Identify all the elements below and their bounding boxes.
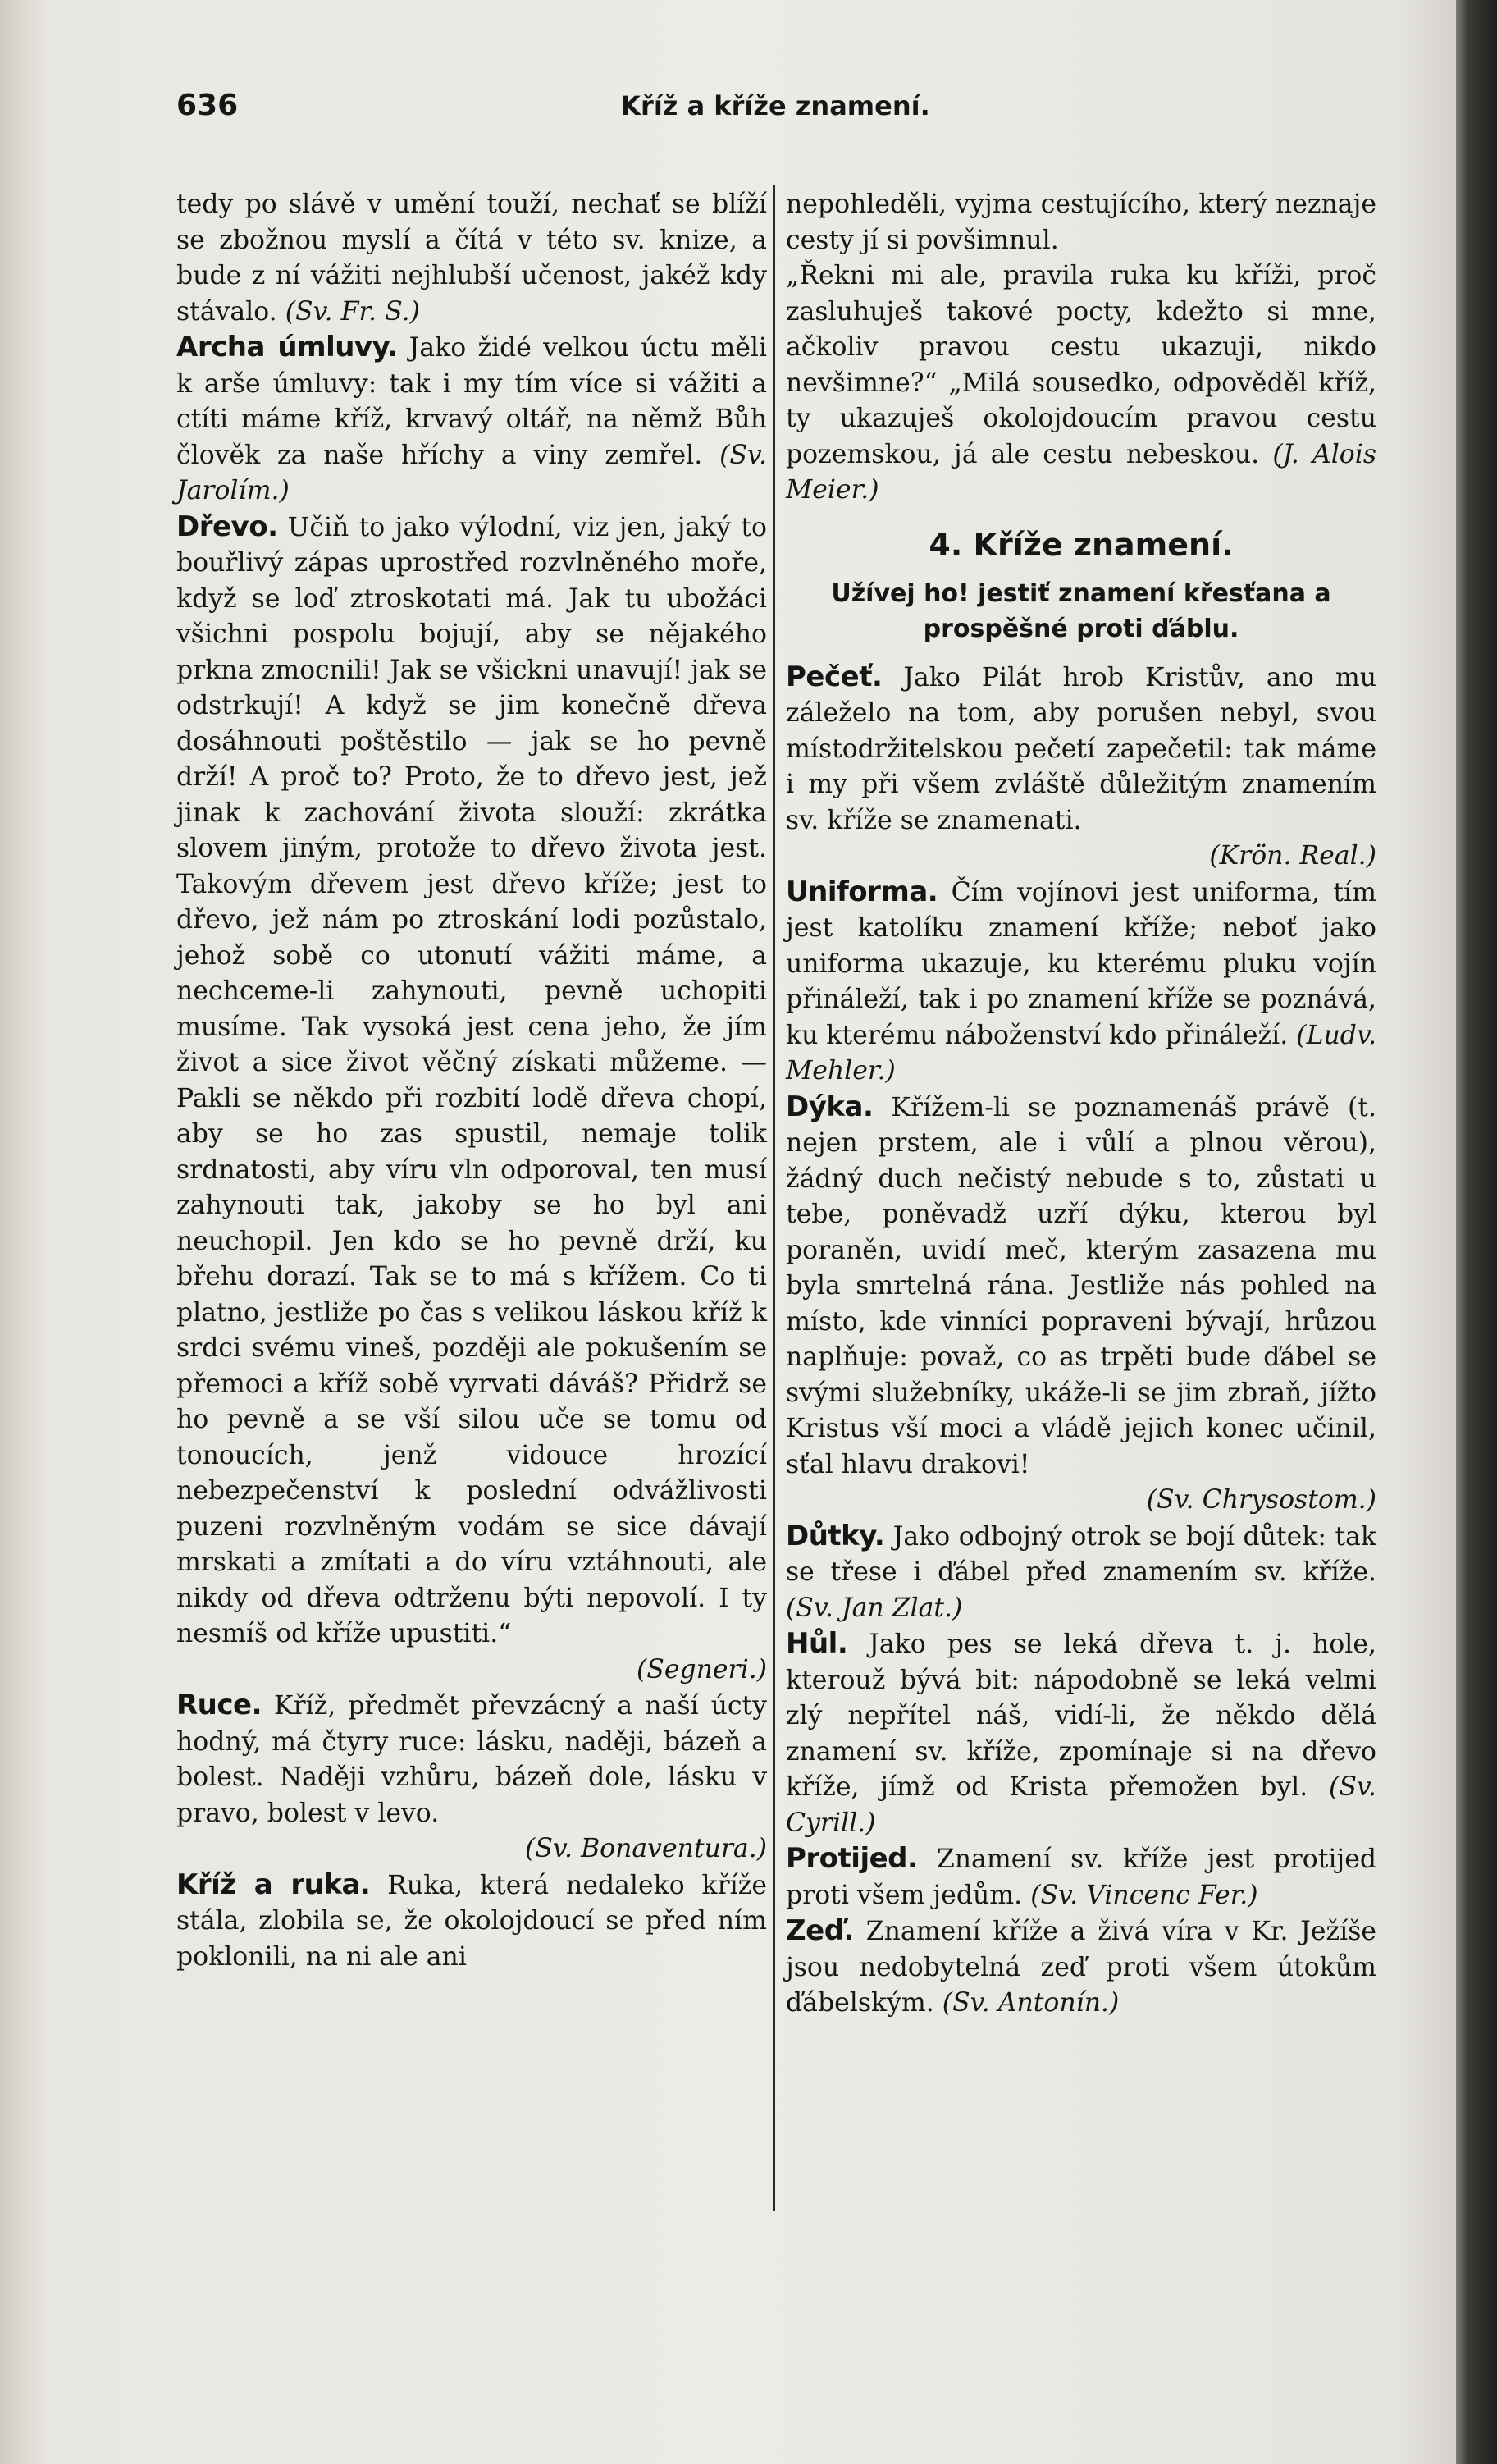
intro-paragraph — [176, 187, 767, 330]
entry-keyword: Kříž a ruka. — [176, 1867, 371, 1901]
entry-keyword: Důtky. — [786, 1519, 885, 1552]
entry-text: Čím vojínovi jest uniforma, tím jest katolíku znamení kříže; neboť jako uniforma ukazuje, ku kterému pluku vojín přináleží, tak i po znamení kříže se poznává, ku kterému náboženství kdo přináleží. — [786, 877, 1376, 1050]
entry-text: Učiň to jako výlodní, viz jen, jaký to bouřlivý zápas uprostřed rozvlněného moře, když se loď ztroskotati má. Jak tu ubožáci všichni pospolu bojují, aby se nějakého prkna zmocnili! Jak se všickni unavují! jak se odstrkují! A když se jim konečně dřeva dosáhnouti poštěstilo — jak se ho pevně drží! A proč to? Proto, že to dřevo jest, jež jinak k zachování života slouží: zkrátka slovem jiným, protože to dřevo života jest. Takovým dřevem jest dřevo kříže; jest to dřevo, jež nám po ztroskání lodi pozůstalo, jehož sobě co utonutí vážiti máme, a nechceme-li zahynouti, pevně uchopiti musíme. Tak vysoká jest cena jeho, že jím život a sice život věčný získati můžeme. — Pakli se někdo při rozbití lodě dřeva chopí, aby se ho zas spustil, nemaje tolik srdnatosti, aby víru vln odporoval, ten musí zahynouti tak, jakoby se ho byl ani neuchopil. Jen kdo se ho pevně drží, ku břehu dorazí. Tak se to má s křížem. Co ti platno, jestliže po čas s velikou láskou kříž k srdci svému vineš, později ale pokušením se přemoci a kříž sobě vyrvati dáváš? Přidrž se ho pevně a se vší silou uče se tomu od tonoucích, jenž vidouce hrozící nebezpečenství k poslední odvážlivosti puzeni rozvlněným vodám se sice dávají mrskati a zmítati a do víru vztáhnouti, ale nikdy od dřeva odtrženu býti nepovolí. I ty nesmíš od kříže upustiti.“ — [176, 512, 767, 1648]
entry-hul — [786, 1626, 1376, 1841]
entry-pecet — [786, 660, 1376, 875]
entry-uniforma — [786, 875, 1376, 1090]
entry-drevo — [176, 510, 767, 1689]
page-header — [176, 89, 1374, 138]
column-divider — [773, 185, 775, 2211]
entry-dyka — [786, 1090, 1376, 1519]
entry-dutky — [786, 1519, 1376, 1627]
entry-source: (Sv. Jan Zlat.) — [786, 1593, 963, 1623]
entry-source: (Sv. Antonín.) — [942, 1988, 1120, 2018]
dialogue-text: „Řekni mi ale, pravila ruka ku kříži, proč zasluhuješ takové pocty, kdežto si mne, ačkoliv pravou cestu ukazuji, nikdo nevšimne?“ „Milá sousedko, odpověděl kříž, ty ukazuješ okolojdoucím pravou cestu pozemskou, já ale cestu nebeskou. — [786, 261, 1376, 469]
entry-source: (Sv. Bonaventura.) — [525, 1834, 767, 1863]
right-column — [786, 187, 1376, 2022]
dialogue-paragraph — [786, 258, 1376, 509]
entry-source: (Sv. Cyrill.) — [786, 1772, 1376, 1838]
entry-text: Ruka, která nedaleko kříže stála, zlobila se, že okolojdoucí se před ním poklonili, na ni ale ani — [176, 1870, 767, 1972]
dialogue-source: (J. Alois Meier.) — [786, 439, 1376, 505]
entry-keyword: Zeď. — [786, 1914, 854, 1947]
entry-keyword: Hůl. — [786, 1627, 848, 1660]
book-spine-shadow — [1456, 0, 1497, 2464]
section-title: 4. Kříže znamení. — [929, 526, 1234, 563]
entry-source: (Sv. Jarolím.) — [176, 440, 768, 505]
entry-source: (Ludv. Mehler.) — [786, 1020, 1377, 1086]
entry-keyword: Pečeť. — [786, 660, 883, 693]
entry-source: (Sv. Vincenc Fer.) — [1030, 1880, 1258, 1910]
entry-text: Křížem-li se poznamenáš právě (t. nejen prstem, ale i vůlí a plnou věrou), žádný duch nečistý nebude s to, zůstati u tebe, poněvadž uzří dýku, kterou byl poraněn, uvidí meč, kterým zasazena mu byla smrtelná rána. Jestliže nás pohled na místo, kde vinníci popraveni bývají, hrůzou naplňuje: považ, co as trpěti bude ďábel se svými služebníky, ukáže-li se jim zbraň, jížto Kristus vší moci a vládě jejich konec učinil, sťal hlavu drakovi! — [786, 1092, 1376, 1479]
entry-keyword: Ruce. — [176, 1689, 262, 1721]
entry-keyword: Uniforma. — [786, 875, 938, 908]
entry-text: Kříž, předmět převzácný a naší úcty hodný, má čtyry ruce: lásku, naději, bázeň a bolest. Naději vzhůru, bázeň dole, lásku v pravo, bolest v levo. — [176, 1691, 767, 1828]
entry-text: Jako pes se leká dřeva t. j. hole, kterouž bývá bit: nápodobně se leká velmi zlý nepřítel náš, vidí-li, že někdo dělá znamení sv. kříže, zpomínaje si na dřevo kříže, jímž od Krista přemožen byl. — [786, 1630, 1376, 1802]
entry-text: Jako židé velkou úctu měli k arše úmluvy: tak i my tím více si vážiti a ctíti máme kříž, krvavý oltář, na němž Bůh člověk za naše hříchy a viny zemřel. — [176, 333, 767, 470]
running-title: Kříž a kříže znamení. — [620, 90, 930, 121]
entry-zed — [786, 1913, 1376, 2022]
entry-text: Jako odbojný otrok se bojí důtek: tak se třese i ďábel před znamením sv. kříže. — [786, 1521, 1376, 1587]
entry-source: (Sv. Chrysostom.) — [1146, 1485, 1376, 1515]
entry-archa — [176, 330, 767, 510]
entry-keyword: Dýka. — [786, 1090, 874, 1123]
section-motto: Užívej ho! jestiť znamení křesťana a prospěšné proti ďáblu. — [831, 578, 1331, 643]
entry-source: (Krön. Real.) — [1209, 841, 1376, 871]
left-column — [176, 187, 767, 1975]
entry-text: Znamení kříže a živá víra v Kr. Ježíše jsou nedobytelná zeď proti všem útokům ďábelským. — [786, 1917, 1376, 2018]
entry-source: (Segneri.) — [636, 1654, 767, 1685]
entry-kriz-ruka — [176, 1867, 767, 1976]
entry-ruce — [176, 1688, 767, 1867]
intro-source: (Sv. Fr. S.) — [285, 296, 420, 327]
entry-text: Jako Pilát hrob Kristův, ano mu záleželo na tom, aby porušen nebyl, svou místodržitelskou pečetí zapečetil: tak máme i my při všem zvláště důležitým znamením sv. kříže se znamenati. — [786, 662, 1376, 835]
entry-protijed — [786, 1841, 1376, 1913]
continuation-paragraph: nepohleděli, vyjma cestujícího, který neznaje cesty jí si povšimnul. — [786, 190, 1376, 255]
entry-keyword: Dřevo. — [176, 510, 278, 543]
entry-keyword: Protijed. — [786, 1842, 918, 1875]
entry-keyword: Archa úmluvy. — [176, 331, 398, 363]
entry-text: Znamení sv. kříže jest protijed proti všem jedům. — [786, 1845, 1376, 1910]
intro-text: tedy po slávě v umění touží, nechať se blíží se zbožnou myslí a čítá v této sv. knize, a bude z ní vážiti nejhlubší učenost, jakéž kdy stávalo. — [176, 190, 767, 327]
page-number: 636 — [176, 89, 239, 122]
